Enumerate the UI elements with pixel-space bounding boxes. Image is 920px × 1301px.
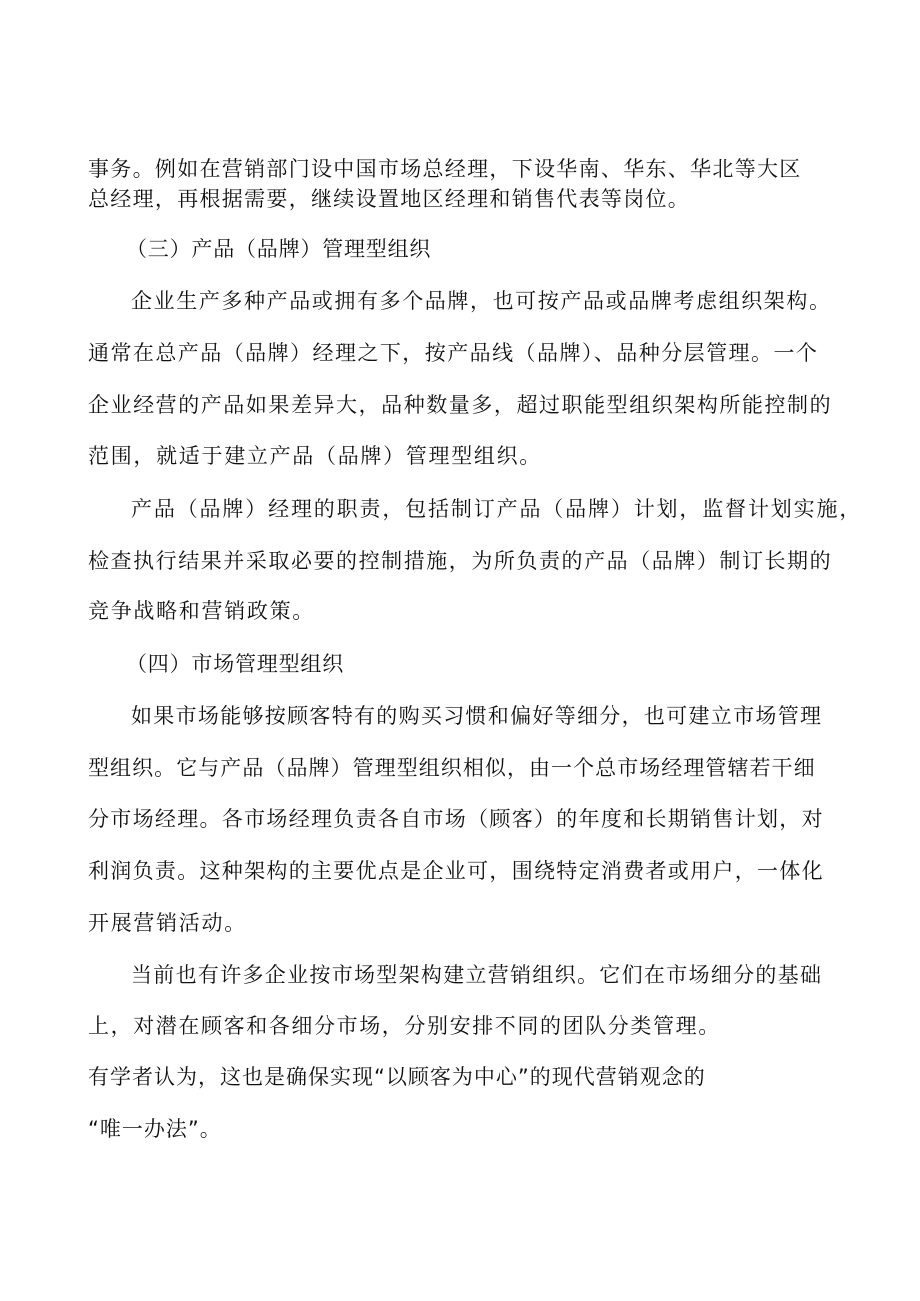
text-line: 上，对潜在顾客和各细分市场，分别安排不同的团队分类管理。 — [88, 1014, 721, 1038]
text-line: 总经理，再根据需要，继续设置地区经理和销售代表等岗位。 — [88, 187, 691, 211]
text-line: 检查执行结果并采取必要的控制措施，为所负责的产品（品牌）制订长期的 — [88, 549, 833, 573]
text-line: 分市场经理。各市场经理负责各自市场（顾客）的年度和长期销售计划，对 — [88, 807, 824, 831]
text-line: 有学者认为，这也是确保实现“以顾客为中心”的现代营销观念的 — [88, 1065, 706, 1089]
text-line: 产品（品牌）经理的职责，包括制订产品（品牌）计划，监督计划实施， — [131, 497, 863, 521]
text-line: 竞争战略和营销政策。 — [88, 599, 315, 623]
text-line: 开展营销活动。 — [88, 911, 247, 935]
text-line: 范围，就适于建立产品（品牌）管理型组织。 — [88, 444, 542, 468]
text-line: 当前也有许多企业按市场型架构建立营销组织。它们在市场细分的基础 — [131, 963, 823, 987]
text-line: 通常在总产品（品牌）经理之下，按产品线（品牌）、品种分层管理。一个 — [88, 341, 819, 365]
text-line: “唯一办法”。 — [88, 1117, 222, 1141]
text-line: 利润负责。这种架构的主要优点是企业可，围绕特定消费者或用户，一体化 — [88, 859, 824, 883]
text-line: 企业经营的产品如果差异大，品种数量多，超过职能型组织架构所能控制的 — [88, 393, 833, 417]
text-line: 型组织。它与产品（品牌）管理型组织相似，由一个总市场经理管辖若干细 — [88, 756, 816, 780]
text-line: 如果市场能够按顾客特有的购买习惯和偏好等细分，也可建立市场管理 — [131, 704, 823, 728]
text-line: 企业生产多种产品或拥有多个品牌，也可按产品或品牌考虑组织架构。 — [131, 289, 832, 313]
section-heading: （三）产品（品牌）管理型组织 — [126, 237, 432, 261]
text-line: 事务。例如在营销部门设中国市场总经理，下设华南、华东、华北等大区 — [88, 157, 802, 181]
section-heading: （四）市场管理型组织 — [126, 652, 344, 676]
